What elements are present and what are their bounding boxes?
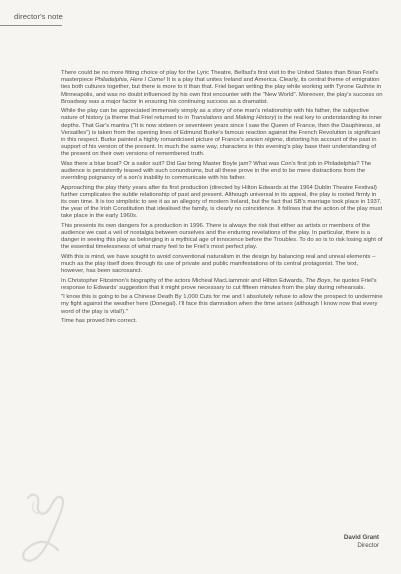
paragraph	[61, 185, 383, 221]
paragraph-text: ) is the real key to understanding its inner depths. That Gar's mantra ("It is now sixteen or seventeen years since I saw the Queen of France, then the Dauphiness, at Versailles") is taken from the opening lines of Edmund Burke's famous reaction against the French Revolution is significant in this respect. Burke painted a highly romanticised picture of France's	[61, 115, 383, 144]
paragraph-text: It is a play that unites Ireland and America. Clearly, its central theme of emigration ties both cultures together, but there is more to it than that. Friel began writing the play while working with Tyrone Guthrie in Minneapolis, and was no doubt influenced by his own first encounter with the "New World". Moreover, the play's success on Broadway was a major factor in ensuring his continuing success as a dramatist.	[61, 77, 383, 105]
paragraph-text: , he quotes Friel's response to Edwards' suggestion that it might prove necessary to cut fifteen minutes from the play during rehearsals.	[61, 277, 377, 291]
section-title: director's note	[14, 12, 63, 21]
paragraph-text: and	[222, 115, 236, 122]
paragraph-text: Approaching the play thirty years after its first production (directed by Hilton Edwards at the 1964 Dublin Theatre Festival) further complicates the subtle relationship of past and present. Although universal in its appeal, the play is rooted firmly in its own time. It is too simplistic to see it as an allegory of modern Ireland, but the fact that SB's marriage took place in 1937, the year of the Irish Constitution that idealised the family, is clearly no coincidence. It follows that the action of the play must take place in the early 1960s.	[61, 184, 383, 220]
italic-title-text: Philadelphia, Here I Come!	[94, 77, 166, 84]
paragraph-text: , distorting his account of the past in support of his version of the present. In much the same way, characters in this evening's play base their understanding of the present on their own versions of remembered truth.	[61, 137, 377, 158]
note-body	[61, 70, 383, 327]
director-role: Director	[357, 542, 379, 549]
paragraph-text: Was there a blue boat? Or a sailor suit? Did Gar bring Master Boyle jam? What was Con's first job in Philadelphia? The audience is persistently teased with such conundrums, but all these prove in the end to be mere distractions from the overriding poignancy of a son's inability to communicate with his father.	[61, 160, 372, 182]
paragraph-text: In Christopher Fitzsimon's biography of the actors Micheal MacLiammoir and Hilton Edwards,	[61, 277, 306, 284]
paragraph	[61, 223, 383, 252]
signature-block	[344, 534, 379, 550]
italic-title-text: ancien régime	[245, 137, 283, 144]
paragraph-text: Time has proved him correct.	[61, 318, 138, 324]
paragraph-text: With this is mind, we have sought to avoid conventional naturalism in the design by balancing real and unreal elements – much as the play itself does through its use of private and public manifestations of its central protagonist. The text, however, has been sacrosanct.	[61, 253, 376, 275]
italic-title-text: Making History	[235, 115, 275, 122]
paragraph	[61, 70, 383, 106]
paragraph	[61, 318, 383, 325]
italic-title-text: Translations	[190, 115, 223, 122]
paragraph-text: There could be no more fitting choice of play for the Lyric Theatre, Belfast's first visit to the United States than Brian Friel's masterpiece	[61, 70, 379, 84]
paragraph	[61, 278, 383, 292]
header-divider	[0, 25, 62, 26]
paragraph-text: "I know this is going to be a Chinese Death By 1,000 Cuts for me and I absolutely refuse to allow the prospect to undermine my fight against the weather here (Donegal). I'll face this damnation when the time arises (although I know now that every word of the play is vital!)."	[61, 294, 383, 315]
paragraph-text: While the play can be appreciated immensely simply as a story of one man's relationship with his father, the subjective nature of history (a theme that Friel returned to in	[61, 108, 369, 122]
paragraph-text: This presents its own dangers for a production in 1996. There is always the risk that either as artists or members of the audience we cast a veil of nostalgia between ourselves and the enduring revelations of the play. In particular, there is a danger in seeing this play as belonging in a mythical age of innocence before the Troubles. To do so is to risk losing sight of the essential timelessness of what many feel to be Friel's most perfect play.	[61, 222, 383, 251]
italic-title-text: The Boys	[305, 277, 331, 284]
paragraph	[61, 294, 383, 316]
director-name: David Grant	[343, 534, 379, 541]
paragraph	[61, 108, 383, 158]
paragraph	[61, 254, 383, 276]
script-y-watermark-icon	[14, 488, 84, 568]
paragraph	[61, 161, 383, 183]
